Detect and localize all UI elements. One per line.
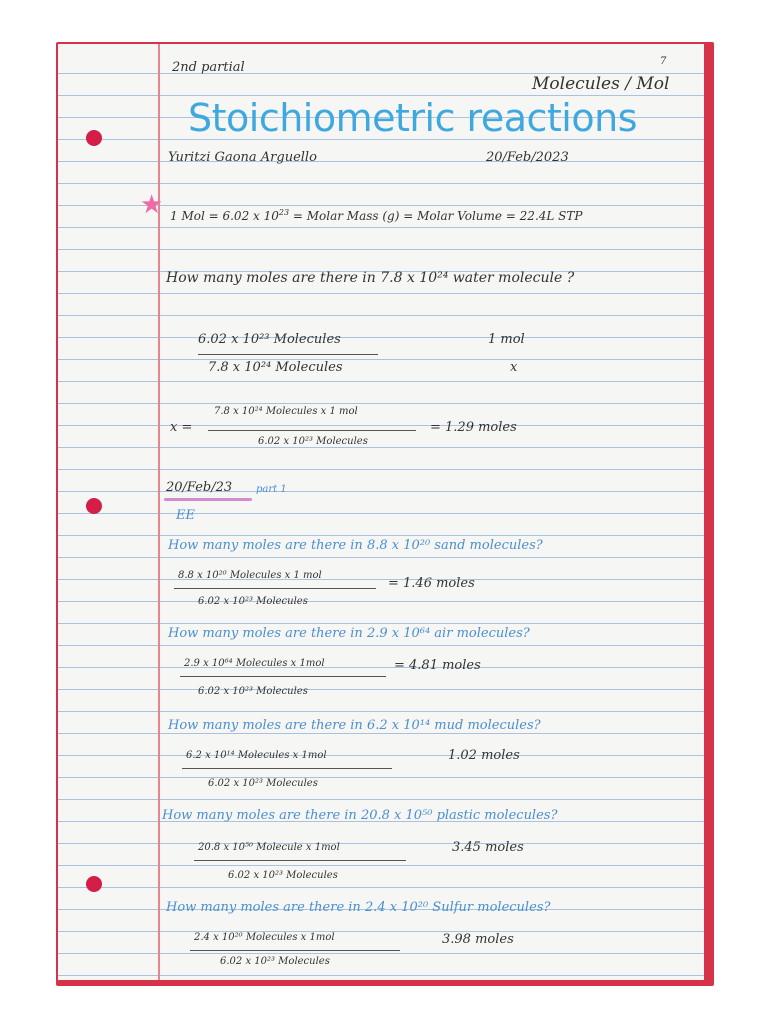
problem-question: How many moles are there in 2.9 x 10⁶⁴ air molecules? xyxy=(168,626,530,641)
fraction-bar xyxy=(208,430,416,431)
problem-denominator: 6.02 x 10²³ Molecules xyxy=(198,596,308,607)
problem-denominator: 6.02 x 10²³ Molecules xyxy=(228,870,338,881)
problem-numerator: 2.9 x 10⁶⁴ Molecules x 1mol xyxy=(184,658,325,669)
problem-question: How many moles are there in 20.8 x 10⁵⁰ plastic molecules? xyxy=(162,808,558,823)
example-denominator: 6.02 x 10²³ Molecules xyxy=(258,436,368,447)
margin-line xyxy=(158,44,160,980)
example-row2-right: x xyxy=(510,360,518,375)
fraction-bar xyxy=(174,588,376,589)
x-label: x = xyxy=(170,420,193,435)
example-numerator: 7.8 x 10²⁴ Molecules x 1 mol xyxy=(214,406,358,417)
problem-result: 1.02 moles xyxy=(448,748,520,763)
notebook-page xyxy=(58,44,704,980)
problem-result: = 4.81 moles xyxy=(394,658,481,673)
problem-denominator: 6.02 x 10²³ Molecules xyxy=(198,686,308,697)
part-date: 20/Feb/23 xyxy=(166,480,233,495)
problem-result: 3.98 moles xyxy=(442,932,514,947)
binder-hole xyxy=(86,498,102,514)
binder-hole xyxy=(86,876,102,892)
fraction-bar xyxy=(194,860,406,861)
example-row2-left: 7.8 x 10²⁴ Molecules xyxy=(208,360,343,375)
formula-rest: = Molar Mass (g) = Molar Volume = 22.4L STP xyxy=(289,209,583,223)
fraction-bar xyxy=(190,950,400,951)
example-question: How many moles are there in 7.8 x 10²⁴ water molecule ? xyxy=(166,270,575,286)
problem-result: = 1.46 moles xyxy=(388,576,475,591)
problem-denominator: 6.02 x 10²³ Molecules xyxy=(208,778,318,789)
problem-denominator: 6.02 x 10²³ Molecules xyxy=(220,956,330,967)
problem-question: How many moles are there in 8.8 x 10²⁰ sand molecules? xyxy=(168,538,543,553)
example-result: = 1.29 moles xyxy=(430,420,517,435)
star-icon: ★ xyxy=(140,190,164,220)
mol-formula xyxy=(170,208,582,223)
example-row1-right: 1 mol xyxy=(488,332,525,347)
highlight-underline xyxy=(164,498,252,501)
problem-numerator: 20.8 x 10⁵⁰ Molecule x 1mol xyxy=(198,842,340,853)
author-name: Yuritzi Gaona Arguello xyxy=(168,150,317,165)
partial-label: 2nd partial xyxy=(172,60,245,75)
topic-label: Molecules / Mol xyxy=(532,74,670,94)
page-title: Stoichiometric reactions xyxy=(188,96,637,140)
page-number: 7 xyxy=(660,56,667,67)
ee-label: EE xyxy=(176,508,195,523)
problem-numerator: 2.4 x 10²⁰ Molecules x 1mol xyxy=(194,932,335,943)
date: 20/Feb/2023 xyxy=(486,150,569,165)
problem-numerator: 6.2 x 10¹⁴ Molecules x 1mol xyxy=(186,750,327,761)
binder-hole xyxy=(86,130,102,146)
problem-question: How many moles are there in 6.2 x 10¹⁴ mud molecules? xyxy=(168,718,541,733)
formula-equation: 1 Mol = 6.02 x 10 xyxy=(170,209,279,223)
ratio-divider xyxy=(198,354,378,355)
fraction-bar xyxy=(180,676,386,677)
problem-question: How many moles are there in 2.4 x 10²⁰ Sulfur molecules? xyxy=(166,900,551,915)
problem-result: 3.45 moles xyxy=(452,840,524,855)
problem-numerator: 8.8 x 10²⁰ Molecules x 1 mol xyxy=(178,570,322,581)
example-row1-left: 6.02 x 10²³ Molecules xyxy=(198,332,341,347)
formula-exponent: 23 xyxy=(278,208,290,217)
part-label: part 1 xyxy=(256,484,287,495)
fraction-bar xyxy=(182,768,392,769)
